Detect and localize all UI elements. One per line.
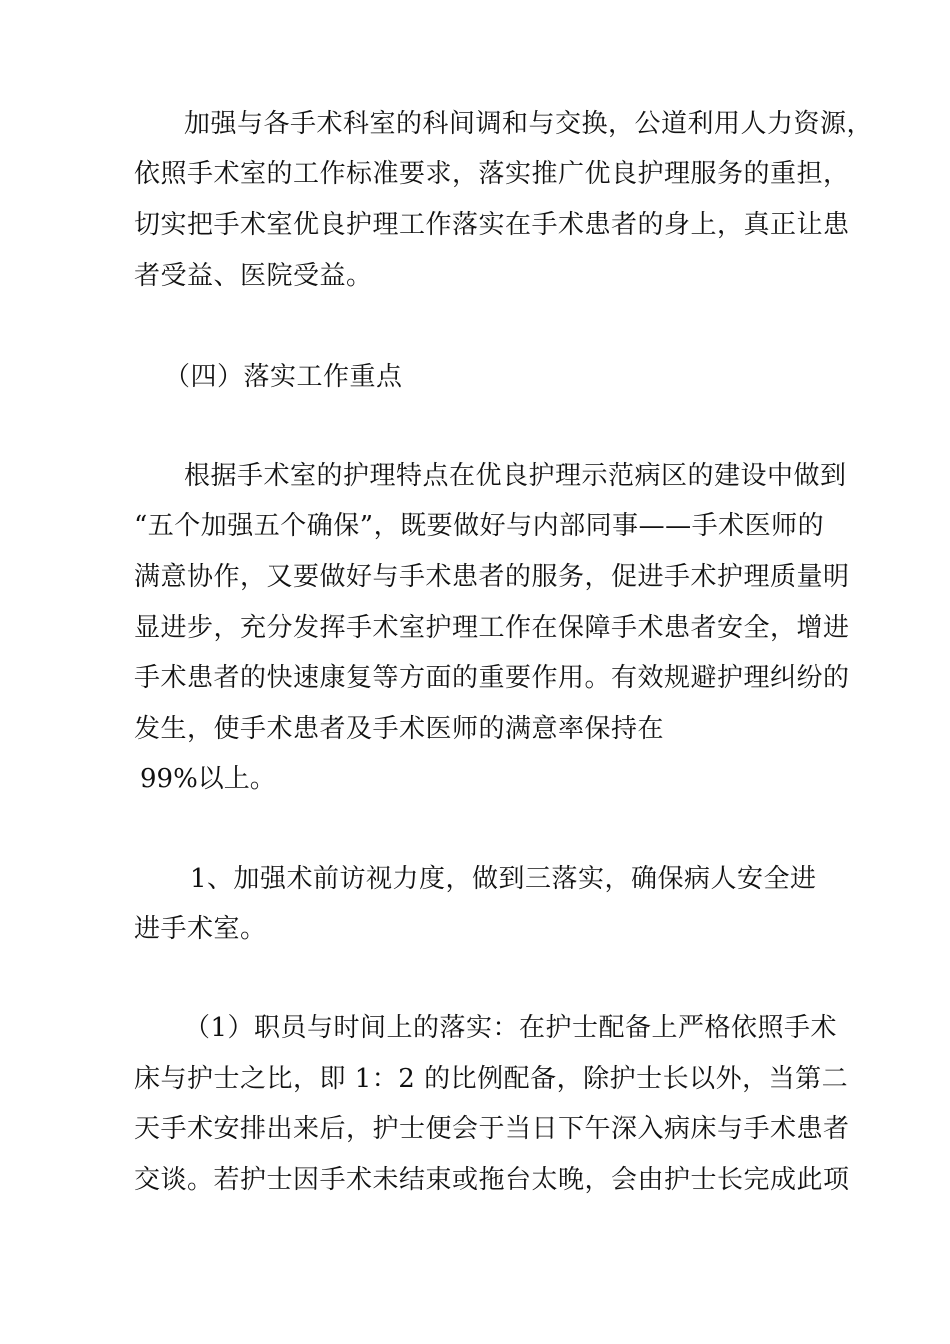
text-line: 满意协作，又要做好与手术患者的服务，促进手术护理质量明 (134, 562, 850, 592)
text-line: 发生，使手术患者及手术医师的满意率保持在 (134, 714, 665, 744)
text-line: 手术患者的快速康复等方面的重要作用。有效规避护理纠纷的 (134, 663, 850, 693)
text-line: 者受益、医院受益。 (134, 261, 373, 291)
text-line: 床与护士之比，即 1：2 的比例配备，除护士长以外，当第二 (134, 1064, 849, 1094)
text-line: 1、加强术前访视力度，做到三落实，确保病人安全进 (190, 864, 817, 894)
text-line: 99%以上。 (140, 764, 276, 794)
text-line: 根据手术室的护理特点在优良护理示范病区的建设中做到 (184, 461, 847, 491)
text-line: 依照手术室的工作标准要求，落实推广优良护理服务的重担， (134, 159, 850, 189)
text-line: 交谈。若护士因手术未结束或拖台太晚，会由护士长完成此项 (134, 1165, 850, 1195)
text-line: 天手术安排出来后，护士便会于当日下午深入病床与手术患者 (134, 1114, 850, 1144)
text-line: （1）职员与时间上的落实：在护士配备上严格依照手术 (184, 1013, 838, 1043)
text-line: 进手术室。 (134, 914, 267, 944)
text-line: “五个加强五个确保”，既要做好与内部同事——手术医师的 (134, 511, 825, 541)
text-line: 显进步，充分发挥手术室护理工作在保障手术患者安全，增进 (134, 613, 850, 643)
text-line: 加强与各手术科室的科间调和与交换，公道利用人力资源， (184, 109, 874, 139)
text-line: 切实把手术室优良护理工作落实在手术患者的身上，真正让患 (134, 210, 850, 240)
heading-line: （四）落实工作重点 (164, 362, 403, 392)
